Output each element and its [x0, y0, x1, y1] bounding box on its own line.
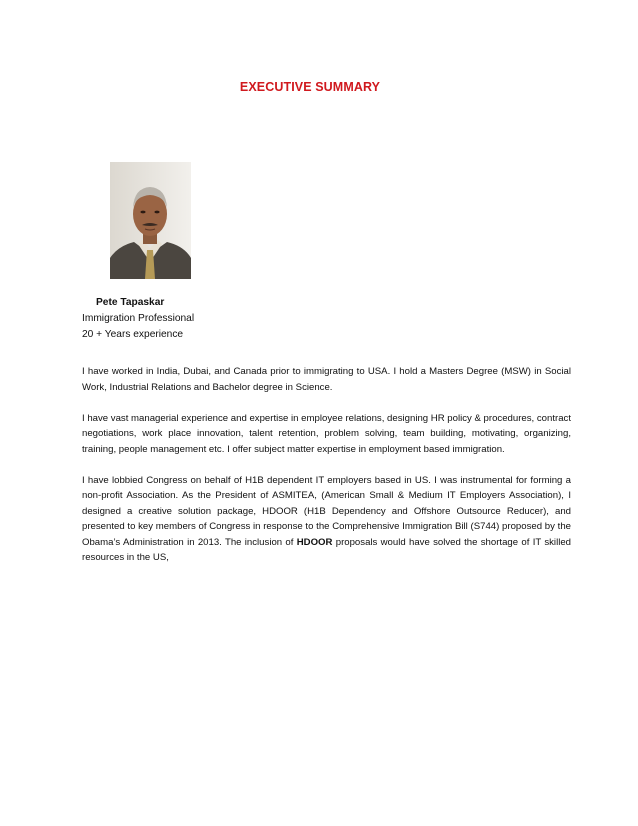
paragraph-experience: I have vast managerial experience and expertise in employee relations, designing HR policy & procedures, contract negotiations, work place innovation, talent retention, problem solving, team building, motivating, organizing, training, people management etc. I offer subject matter expertise in employment based immigration.: [82, 412, 572, 455]
paragraph-advocacy: [82, 473, 571, 566]
page-title: EXECUTIVE SUMMARY: [239, 80, 381, 94]
person-experience: 20 + Years experience: [82, 329, 184, 340]
paragraph-education: I have worked in India, Dubai, and Canada prior to immigrating to USA. I hold a Masters Degree (MSW) in Social Work, Industrial Relations and Bachelor degree in Science.: [82, 366, 571, 393]
paragraph-advocacy-text-a: I have lobbied Congress on behalf of H1B dependent IT employers based in US. I was instrumental for forming a non-profit Association. As the President of ASMITEA, (American Small & Medium IT Employers Association), I designed a creative solution package, HDOOR (H1B Dependency and Offshore Outsource Reducer), and presented to key members of Congress in response to the Comprehensive Immigration Bill (S744) proposed by the Obama’s Administration in 2013. The inclusion of: [82, 474, 571, 548]
person-name: Pete Tapaskar: [96, 297, 165, 308]
person-role: Immigration Professional: [82, 313, 195, 324]
person-info: [82, 295, 194, 343]
profile-photo: [110, 162, 191, 279]
hdoor-bold-term: HDOOR: [296, 536, 333, 548]
paragraph-advocacy-text-b: proposals would have solved the shortage of IT skilled resources in the US,: [82, 536, 571, 563]
summary-body: [82, 364, 571, 566]
